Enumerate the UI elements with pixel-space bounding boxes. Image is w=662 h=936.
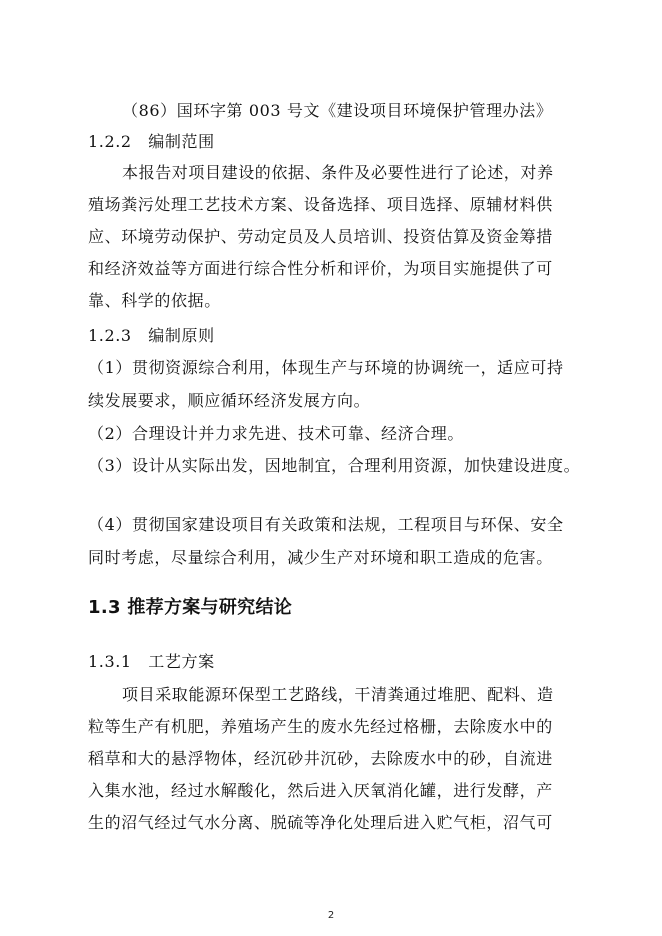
paragraph-line: 本报告对项目建设的依据、条件及必要性进行了论述，对养 [122, 163, 554, 182]
paragraph-line: 应、环境劳动保护、劳动定员及人员培训、投资估算及资金筹措 [88, 227, 553, 246]
paragraph-line: 粒等生产有机肥，养殖场产生的废水先经过格栅，去除废水中的 [88, 717, 553, 736]
section-1-2-3-title: 1.2.3 编制原则 [88, 326, 215, 345]
principle-4-line: 同时考虑，尽量综合利用，减少生产对环境和职工造成的危害。 [88, 548, 553, 567]
principle-1-line: （1）贯彻资源综合利用，体现生产与环境的协调统一，适应可持 [88, 358, 564, 377]
principle-3-line: （3）设计从实际出发，因地制宜，合理利用资源，加快建设进度。 [88, 456, 581, 475]
principle-4-line: （4）贯彻国家建设项目有关政策和法规，工程项目与环保、安全 [88, 515, 564, 534]
paragraph-line: 靠、科学的依据。 [88, 291, 221, 310]
paragraph-line: 生的沼气经过气水分离、脱硫等净化处理后进入贮气柜，沼气可 [88, 813, 553, 832]
principle-1-line: 续发展要求，顺应循环经济发展方向。 [88, 391, 371, 410]
paragraph-line: 稻草和大的悬浮物体，经沉砂井沉砂，去除废水中的砂，自流进 [88, 749, 553, 768]
paragraph-line: 殖场粪污处理工艺技术方案、设备选择、项目选择、原辅材料供 [88, 195, 553, 214]
section-1-3-heading: 1.3 推荐方案与研究结论 [88, 597, 293, 618]
section-1-3-1-title: 1.3.1 工艺方案 [88, 652, 215, 671]
reference-line: （86）国环字第 003 号文《建设项目环境保护管理办法》 [122, 101, 553, 120]
principle-2-line: （2）合理设计并力求先进、技术可靠、经济合理。 [88, 424, 464, 443]
section-1-2-2-title: 1.2.2 编制范围 [88, 132, 215, 151]
paragraph-line: 和经济效益等方面进行综合性分析和评价，为项目实施提供了可 [88, 259, 553, 278]
paragraph-line: 入集水池，经过水解酸化，然后进入厌氧消化罐，进行发酵，产 [88, 781, 553, 800]
page-number: 2 [327, 910, 335, 921]
paragraph-line: 项目采取能源环保型工艺路线，干清粪通过堆肥、配料、造 [122, 685, 554, 704]
